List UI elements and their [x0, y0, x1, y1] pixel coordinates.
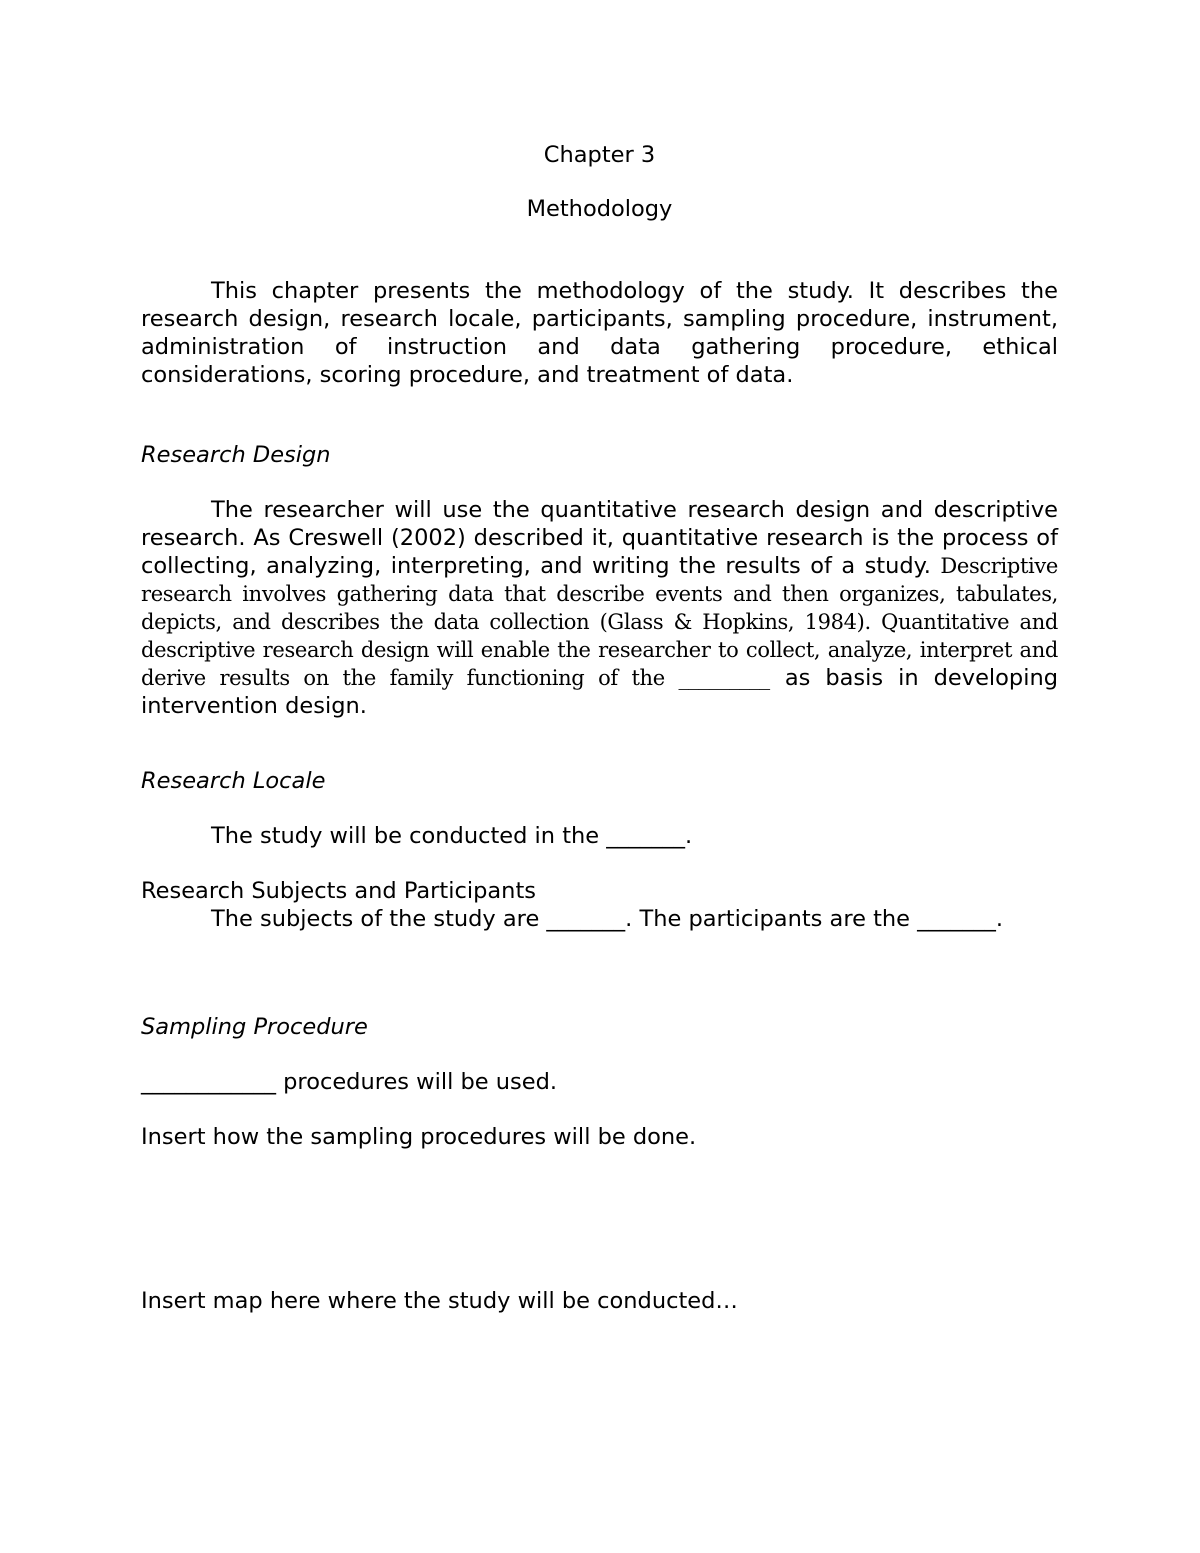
- research-locale-paragraph: The study will be conducted in the _______.: [211, 823, 693, 849]
- sampling-procedure-line1: ____________ procedures will be used.: [141, 1069, 558, 1095]
- intro-paragraph: This chapter presents the methodology of the study. It describes the research design, research locale, participants, sampling procedure, instrument, administration of instruction and data gathering procedure, ethical considerations, scoring procedure, and treatment of data.: [141, 278, 1058, 388]
- sampling-procedure-line3: Insert map here where the study will be conducted…: [141, 1288, 738, 1314]
- research-subjects-heading: Research Subjects and Participants: [141, 878, 536, 904]
- research-design-text-end: as basis in developing intervention design.: [141, 665, 1059, 719]
- research-design-paragraph: [141, 496, 1058, 720]
- research-subjects-paragraph: The subjects of the study are _______. The participants are the _______.: [211, 906, 1004, 932]
- research-locale-heading: Research Locale: [141, 768, 326, 794]
- research-design-heading: Research Design: [141, 442, 331, 468]
- chapter-title: Chapter 3: [543, 142, 656, 168]
- research-design-text-sans: The researcher will use the quantitative research design and descriptive research. As Creswell (2002) described it, quantitative research is the process of collecting, analyzing, interpreting, and writing the results of a study.: [141, 497, 1058, 579]
- sampling-procedure-heading: Sampling Procedure: [141, 1014, 368, 1040]
- research-design-text-serif: Descriptive research involves gathering data that describe events and then organizes, tabulates, depicts, and describes the data collection (Glass & Hopkins, 1984). Quantitative and descriptive research design will enable the researcher to collect, analyze, interpret and derive results on the family functioning of the _________: [141, 554, 1059, 690]
- sampling-procedure-line2: Insert how the sampling procedures will be done.: [141, 1124, 697, 1150]
- chapter-subtitle: Methodology: [526, 196, 673, 222]
